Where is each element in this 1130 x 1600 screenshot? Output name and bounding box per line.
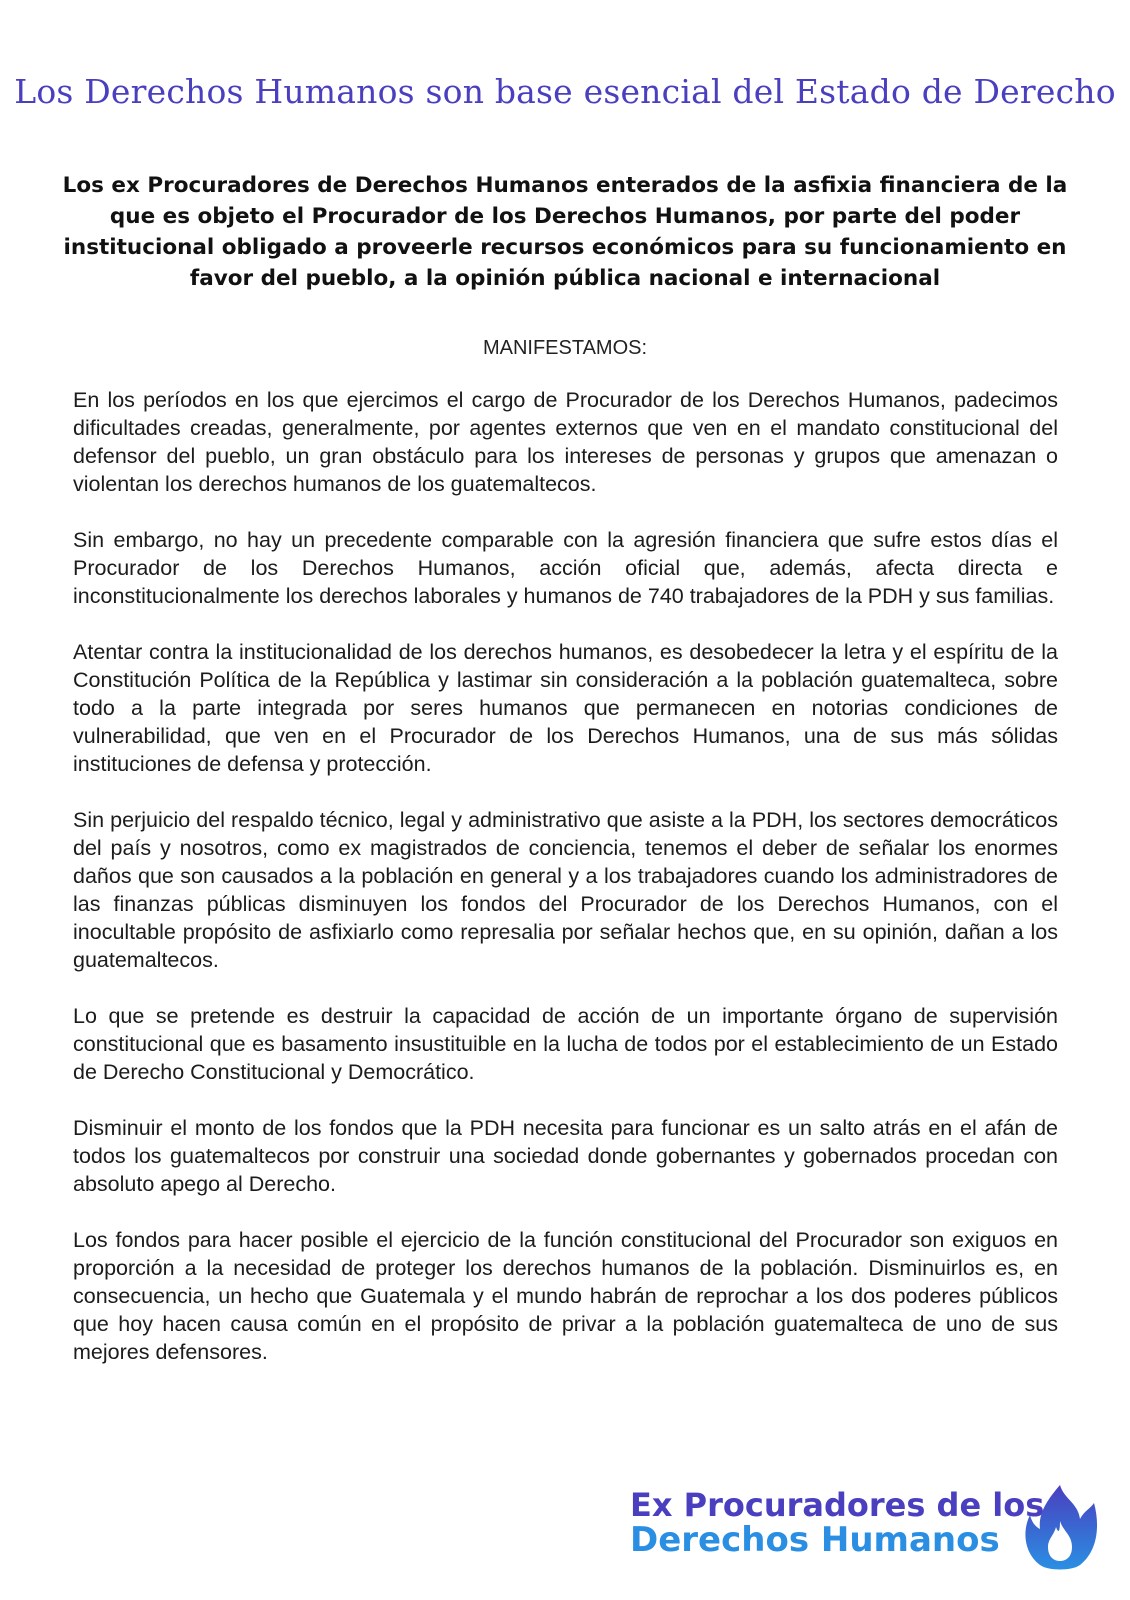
paragraph-4: Sin perjuicio del respaldo técnico, legal y administrativo que asiste a la PDH, los sectores democráticos del país y nosotros, como ex magistrados de conciencia, tenemos el deber de señalar los enormes daños que son causados a la población en general y a los trabajadores cuando los administradores de las finanzas públicas disminuyen los fondos del Procurador de los Derechos Humanos, con el inocultable propósito de asfixiarlo como represalia por señalar hechos que, en su opinión, dañan a los guatemaltecos.	[73, 808, 1058, 972]
paragraph-5: Lo que se pretende es destruir la capacidad de acción de un importante órgano de supervisión constitucional que es basamento insustituible en la lucha de todos por el establecimiento de un Estado de Derecho Constitucional y Democrático.	[73, 1004, 1058, 1084]
paragraph-3: Atentar contra la institucionalidad de los derechos humanos, es desobedecer la letra y el espíritu de la Constitución Política de la República y lastimar sin consideración a la población guatemalteca, sobre todo a la parte integrada por seres humanos que permanecen en notorias condiciones de vulnerabilidad, que ven en el Procurador de los Derechos Humanos, una de sus más sólidas instituciones de defensa y protección.	[73, 640, 1058, 776]
document-body	[73, 386, 1058, 1394]
flame-icon	[1020, 1481, 1100, 1573]
logo-text-line2: Derechos Humanos	[630, 1520, 1000, 1560]
logo-text-line1: Ex Procuradores de los	[630, 1486, 1045, 1524]
section-heading: MANIFESTAMOS:	[482, 337, 648, 359]
document-title: Los Derechos Humanos son base esencial del Estado de Derecho	[14, 72, 1116, 111]
paragraph-6: Disminuir el monto de los fondos que la PDH necesita para funcionar es un salto atrás en el afán de todos los guatemaltecos por construir una sociedad donde gobernantes y gobernados procedan con absoluto apego al Derecho.	[73, 1116, 1058, 1196]
paragraph-2: Sin embargo, no hay un precedente comparable con la agresión financiera que sufre estos días el Procurador de los Derechos Humanos, acción oficial que, además, afecta directa e inconstitucionalmente los derechos laborales y humanos de 740 trabajadores de la PDH y sus familias.	[73, 528, 1058, 608]
paragraph-1: En los períodos en los que ejercimos el cargo de Procurador de los Derechos Humanos, padecimos dificultades creadas, generalmente, por agentes externos que ven en el mandato constitucional del defensor del pueblo, un gran obstáculo para los intereses de personas y grupos que amenazan o violentan los derechos humanos de los guatemaltecos.	[73, 388, 1058, 496]
paragraph-7: Los fondos para hacer posible el ejercicio de la función constitucional del Procurador son exiguos en proporción a la necesidad de proteger los derechos humanos de la población. Disminuirlos es, en consecuencia, un hecho que Guatemala y el mundo habrán de reprochar a los dos poderes públicos que hoy hacen causa común en el propósito de privar a la población guatemalteca de uno de sus mejores defensores.	[73, 1228, 1058, 1364]
document-intro: Los ex Procuradores de Derechos Humanos enterados de la asfixia financiera de la que es objeto el Procurador de los Derechos Humanos, por parte del poder institucional obligado a proveerle recursos económicos para su funcionamiento en favor del pueblo, a la opinión pública nacional e internacional	[62, 173, 1068, 291]
organization-logo	[630, 1487, 1100, 1577]
